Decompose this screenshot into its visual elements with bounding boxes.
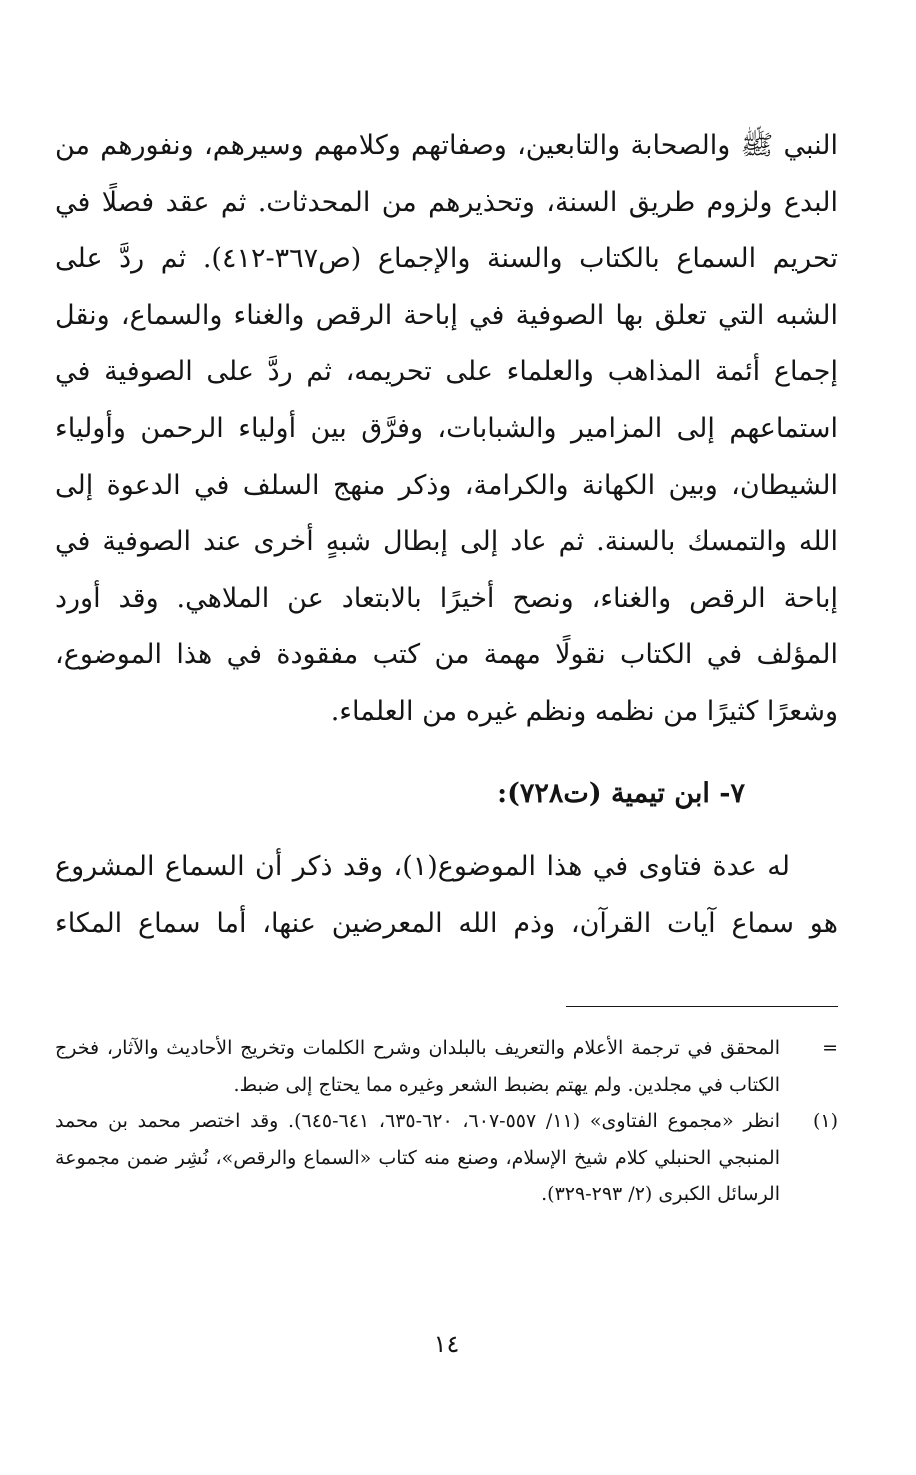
footnote-text: انظر «مجموع الفتاوى» (١١/ ٥٥٧-٦٠٧، ٦٢٠-٦٣٥، ٦٤١-٦٤٥). وقد اختصر محمد بن محمد المنبجي الحنبلي كلام شيخ الإسلام، وصنع منه كتاب «السماع والرقص»، نُشِر ضمن مجموعة الرسائل الكبرى (٢/ ٢٩٣-٣٢٩). [55, 1110, 781, 1205]
footnote-separator [566, 1006, 838, 1007]
body-paragraph: النبي ﷺ والصحابة والتابعين، وصفاتهم وكلامهم وسيرهم، ونفورهم من البدع ولزوم طريق السنة، وتحذيرهم من المحدثات. ثم عقد فصلًا في تحريم السماع بالكتاب والسنة والإجماع (ص٣٦٧-٤١٢). ثم ردَّ على الشبه التي تعلق بها الصوفية في إباحة الرقص والغناء والسماع، ونقل إجماع أئمة المذاهب والعلماء على تحريمه، ثم ردَّ على الصوفية في استماعهم إلى المزامير والشبابات، وفرَّق بين أولياء الرحمن وأولياء الشيطان، وبين الكهانة والكرامة، وذكر منهج السلف في الدعوة إلى الله والتمسك بالسنة. ثم عاد إلى إبطال شبهٍ أخرى عند الصوفية في إباحة الرقص والغناء، ونصح أخيرًا بالابتعاد عن الملاهي. وقد أورد المؤلف في الكتاب نقولًا مهمة من كتب مفقودة في هذا الموضوع، وشعرًا كثيرًا من نظمه ونظم غيره من العلماء. [55, 130, 838, 727]
footnote-marker: = [822, 1037, 838, 1059]
footnote-marker: (١) [812, 1110, 838, 1132]
body-paragraph-continued: له عدة فتاوى في هذا الموضوع(١)، وقد ذكر أن السماع المشروع هو سماع آيات القرآن، وذم الله المعرضين عنها، أما سماع المكاء [55, 851, 838, 939]
footnotes [55, 1030, 838, 1213]
footnote-text: المحقق في ترجمة الأعلام والتعريف بالبلدان وشرح الكلمات وتخريج الأحاديث والآثار، فخرج الكتاب في مجلدين. ولم يهتم بضبط الشعر وغيره مما يحتاج إلى ضبط. [55, 1037, 780, 1096]
footnote-continued [55, 1030, 838, 1103]
book-page [55, 118, 838, 1418]
page-number: ١٤ [433, 1330, 460, 1358]
footnote-1 [55, 1103, 838, 1213]
section-heading: ٧- ابن تيمية (ت٧٢٨): [497, 778, 745, 809]
